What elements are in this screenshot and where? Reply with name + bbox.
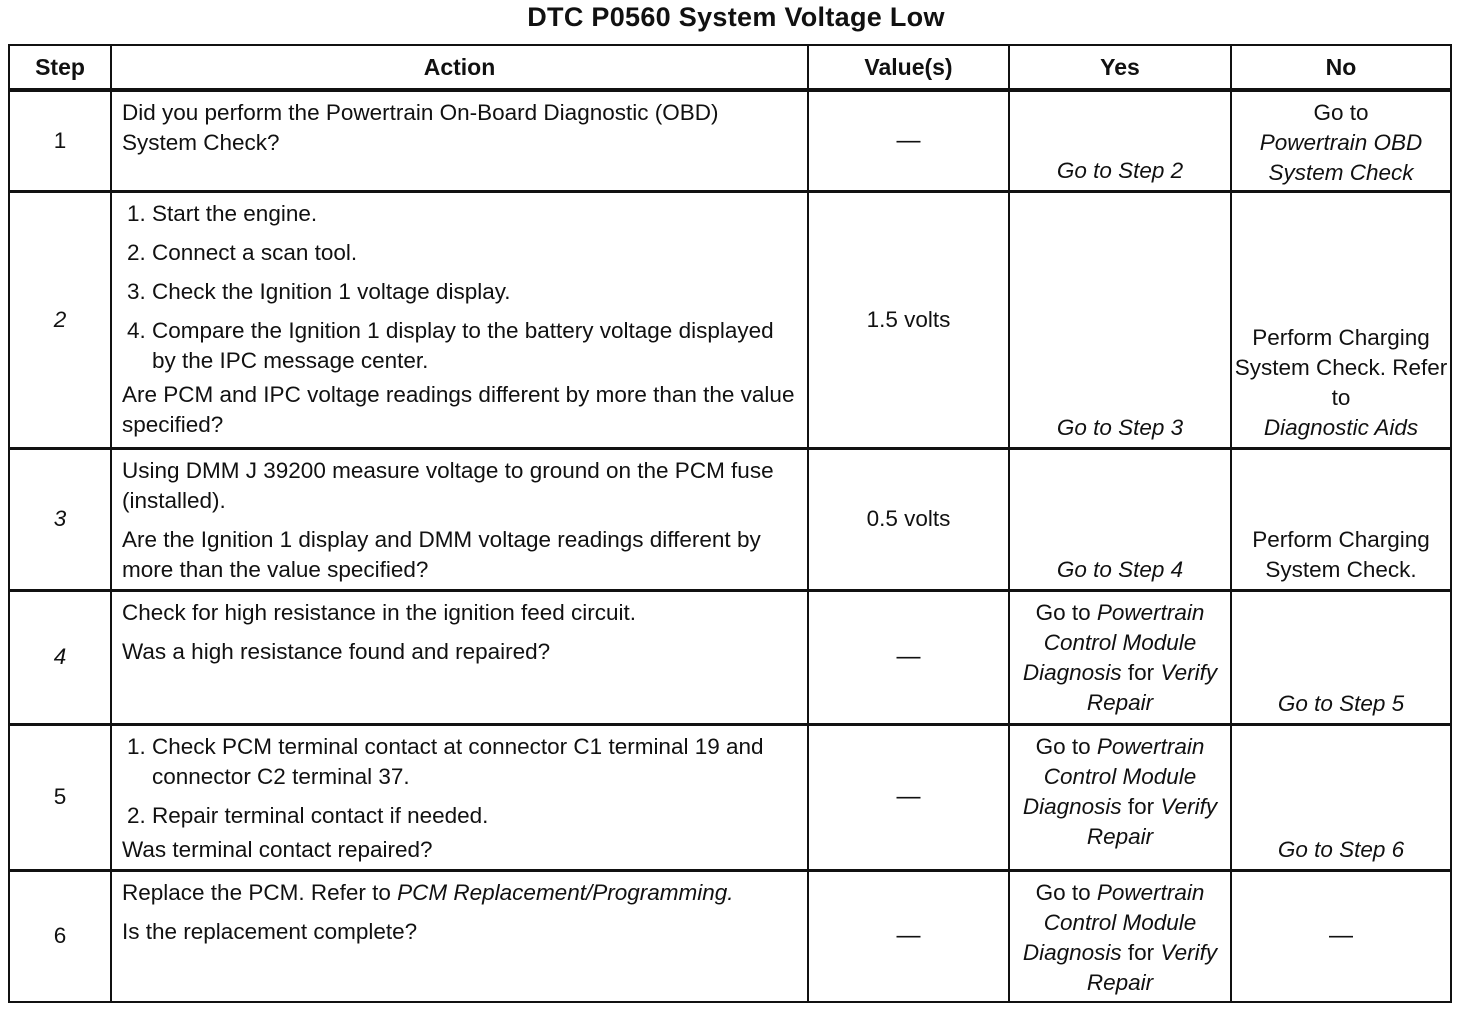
yes-cell — [1009, 90, 1231, 191]
yes-cell — [1009, 191, 1231, 448]
action-question: Is the replacement complete? — [122, 918, 418, 944]
action-cell — [111, 724, 808, 870]
yes-action: Go to Step 2 — [1056, 157, 1184, 183]
page-title: DTC P0560 System Voltage Low — [527, 2, 945, 32]
action-cell — [111, 448, 808, 590]
action-list — [122, 199, 795, 376]
no-cell — [1231, 724, 1451, 870]
yes-action: Go to Powertrain Control Module Diagnosis for Verify Repair — [1022, 879, 1218, 995]
action-cell — [111, 90, 808, 191]
action-cell — [111, 870, 808, 1002]
action-question: Are PCM and IPC voltage readings different by more than the value specified? — [122, 381, 795, 437]
step-number: 3 — [9, 448, 111, 590]
no-cell — [1231, 90, 1451, 191]
action-text: Did you perform the Powertrain On-Board Diagnostic (OBD) System Check? — [122, 100, 719, 155]
value-cell: 1.5 volts — [808, 191, 1009, 448]
step-number: 2 — [9, 191, 111, 448]
table-row — [9, 724, 1451, 870]
step-number: 6 — [9, 870, 111, 1002]
table-row — [9, 191, 1451, 448]
no-cell — [1231, 448, 1451, 590]
yes-cell — [1009, 448, 1231, 590]
action-list — [122, 732, 795, 831]
list-item: 3. Check the Ignition 1 voltage display. — [152, 277, 795, 307]
step-number: 1 — [9, 90, 111, 191]
yes-cell — [1009, 590, 1231, 724]
no-action: Perform Charging System Check. — [1252, 526, 1430, 582]
list-item: 4. Compare the Ignition 1 display to the battery voltage displayed by the IPC message center. — [152, 316, 795, 376]
table-header-row — [9, 45, 1451, 90]
no-cell: — — [1231, 870, 1451, 1002]
diagnostic-table — [8, 44, 1452, 1003]
action-question: Was terminal contact repaired? — [122, 836, 433, 862]
yes-action: Go to Step 4 — [1056, 556, 1184, 582]
action-cell — [111, 191, 808, 448]
list-item: 1. Check PCM terminal contact at connector C1 terminal 19 and connector C2 terminal 37. — [152, 732, 795, 792]
no-cell — [1231, 590, 1451, 724]
action-cell — [111, 590, 808, 724]
list-item: 1. Start the engine. — [152, 199, 795, 229]
action-question: Are the Ignition 1 display and DMM voltage readings different by more than the value specified? — [122, 526, 761, 582]
value-cell: — — [808, 724, 1009, 870]
list-item: 2. Connect a scan tool. — [152, 238, 795, 268]
value-cell: — — [808, 590, 1009, 724]
no-action: Go to Step 6 — [1277, 836, 1405, 862]
step-number: 5 — [9, 724, 111, 870]
no-cell — [1231, 191, 1451, 448]
table-row — [9, 448, 1451, 590]
no-action: Perform Charging System Check. Refer to Diagnostic Aids — [1234, 324, 1448, 440]
yes-action: Go to Step 3 — [1056, 414, 1184, 440]
table-row — [9, 590, 1451, 724]
value-cell: — — [808, 870, 1009, 1002]
list-item: 2. Repair terminal contact if needed. — [152, 801, 795, 831]
header-yes: Yes — [1009, 45, 1231, 90]
value-cell: 0.5 volts — [808, 448, 1009, 590]
yes-cell — [1009, 724, 1231, 870]
header-action: Action — [111, 45, 808, 90]
table-row — [9, 90, 1451, 191]
yes-action: Go to Powertrain Control Module Diagnosis for Verify Repair — [1022, 599, 1218, 715]
step-number: 4 — [9, 590, 111, 724]
action-text: Replace the PCM. Refer to PCM Replacement/Programming. — [122, 879, 734, 905]
header-values: Value(s) — [808, 45, 1009, 90]
header-no: No — [1231, 45, 1451, 90]
no-action: Go to Step 5 — [1277, 690, 1405, 716]
yes-action: Go to Powertrain Control Module Diagnosis for Verify Repair — [1022, 733, 1218, 849]
value-cell: — — [808, 90, 1009, 191]
action-text: Using DMM J 39200 measure voltage to ground on the PCM fuse (installed). — [122, 457, 774, 513]
no-action: Go to Powertrain OBD System Check — [1259, 100, 1423, 185]
table-row — [9, 870, 1451, 1002]
header-step: Step — [9, 45, 111, 90]
action-question: Was a high resistance found and repaired? — [122, 638, 551, 664]
yes-cell — [1009, 870, 1231, 1002]
action-text: Check for high resistance in the ignition feed circuit. — [122, 599, 637, 625]
